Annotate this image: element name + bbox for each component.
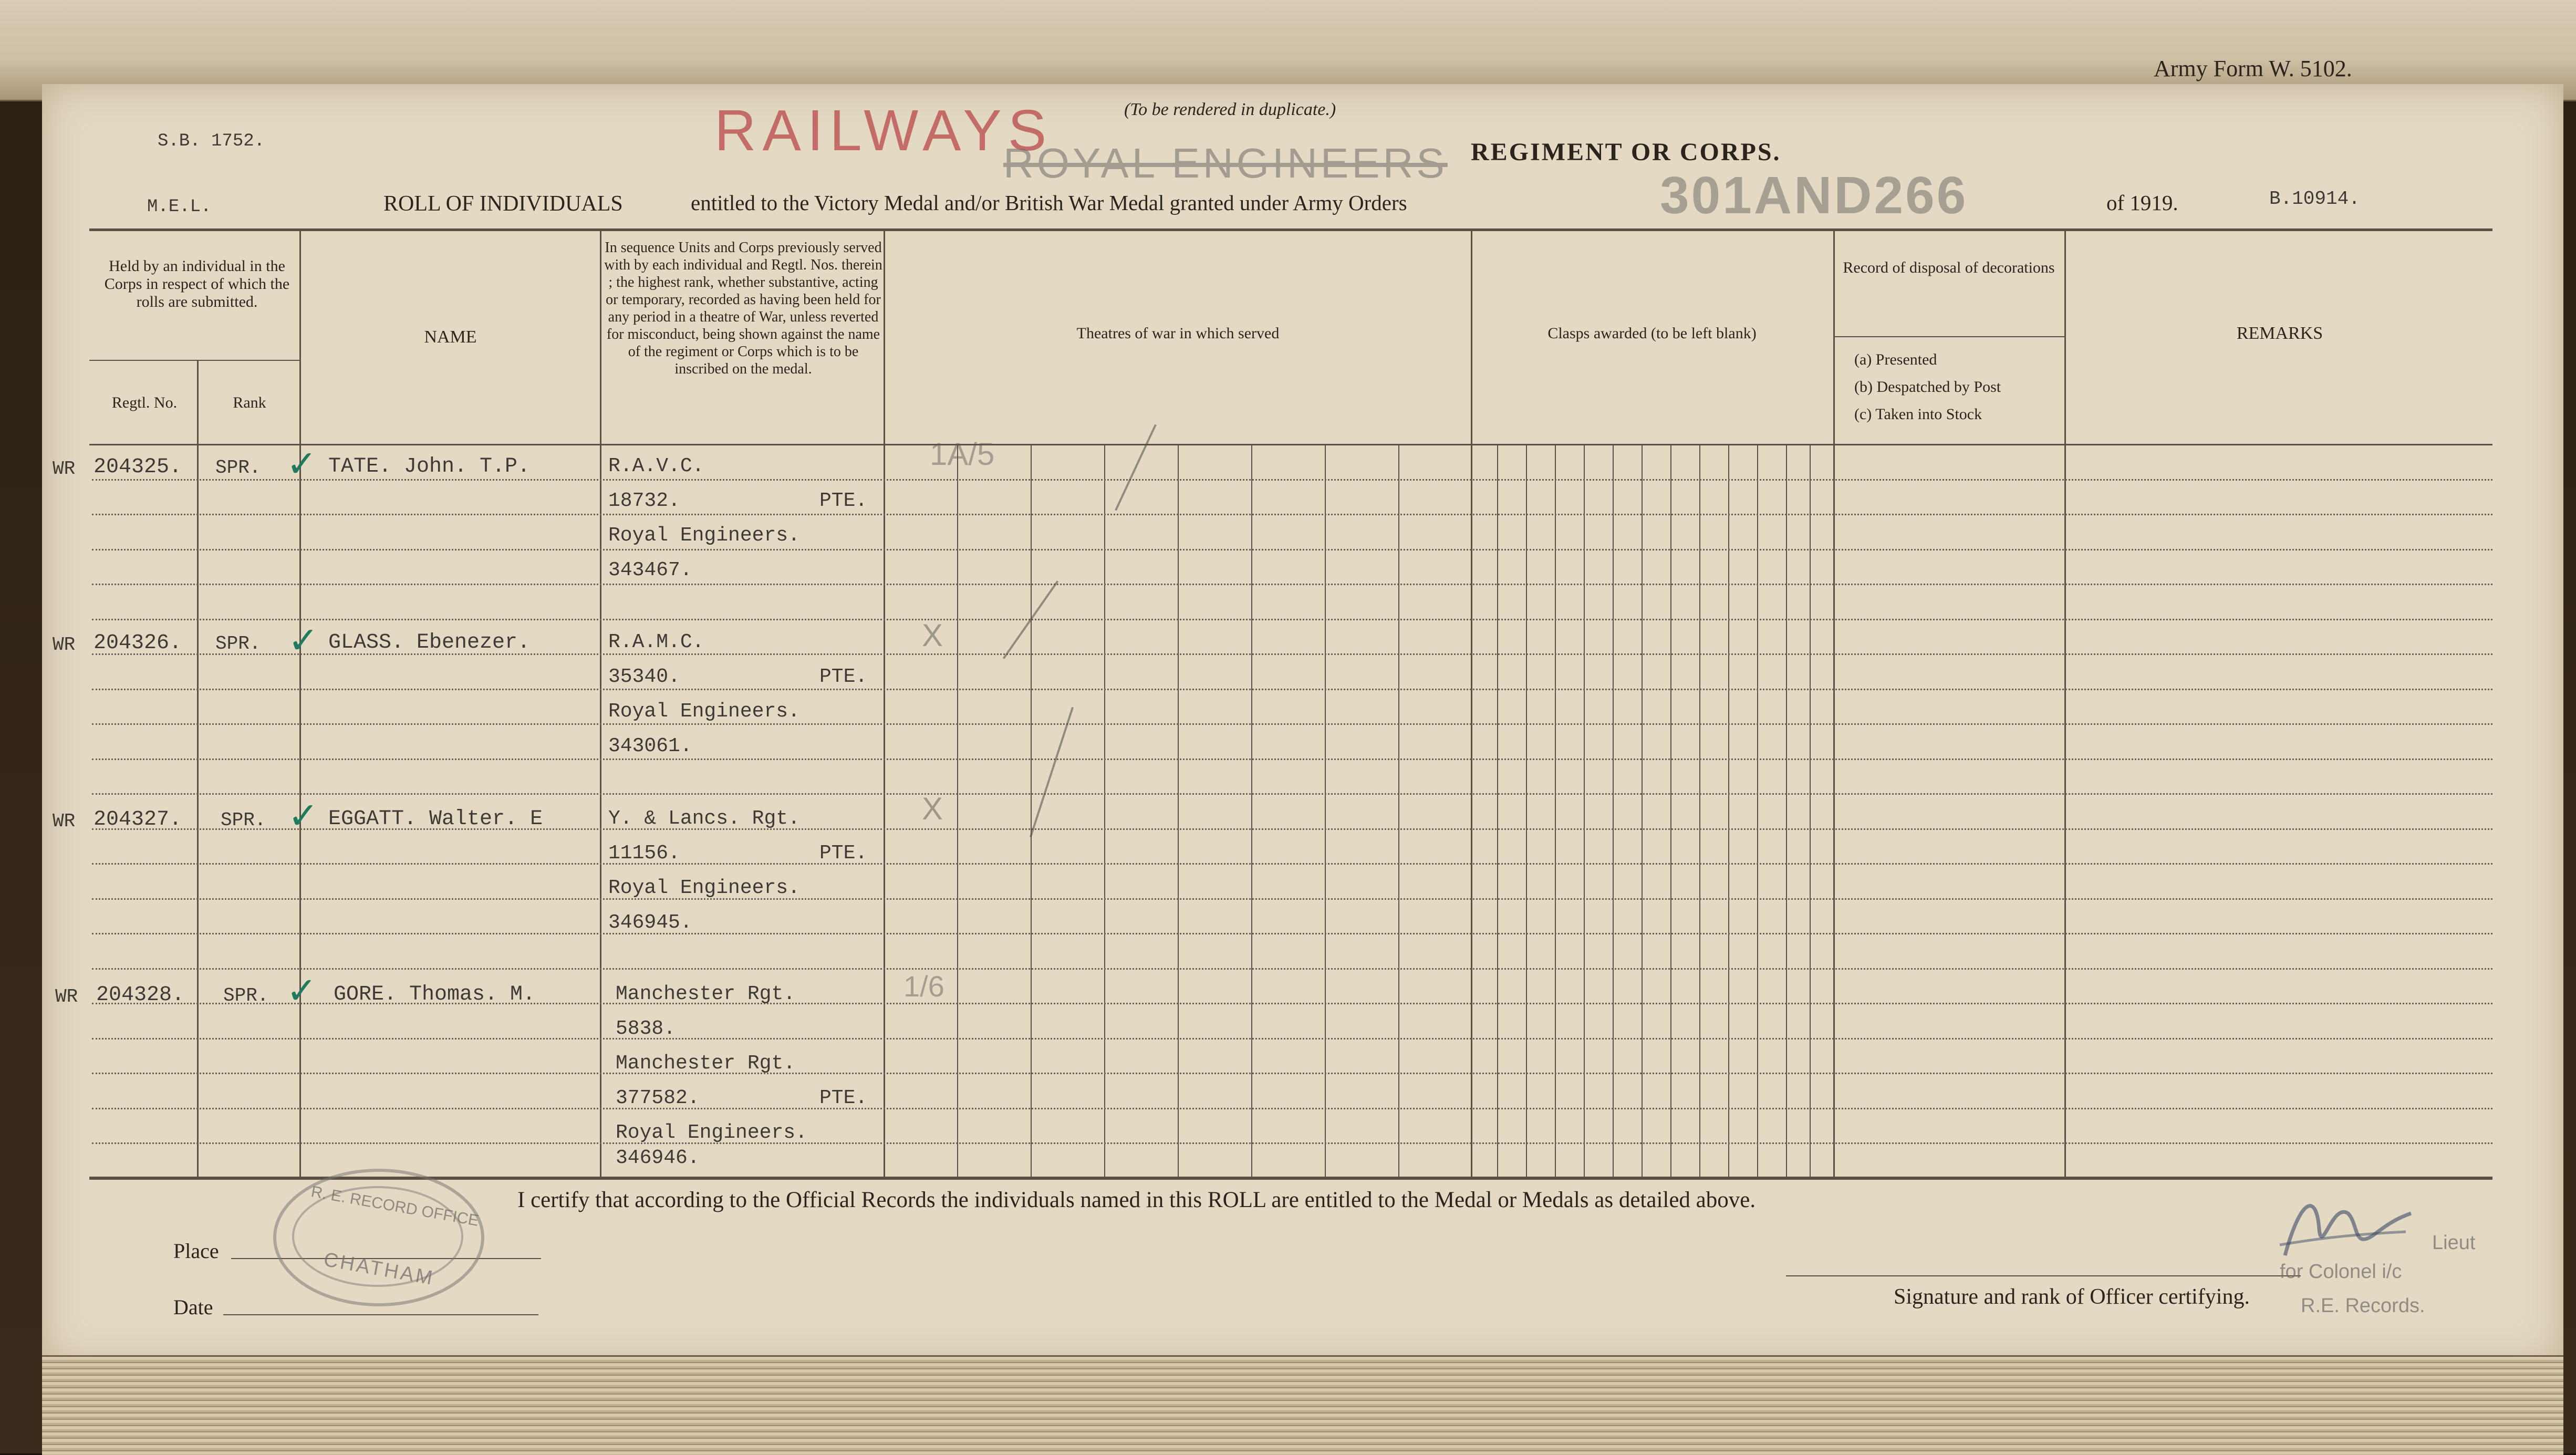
sub-column-rule [1325,444,1326,1177]
officer-rank-3: R.E. Records. [2301,1295,2425,1317]
officer-rank-2: for Colonel i/c [2280,1261,2402,1283]
header-regtl-no: Regtl. No. [111,394,178,411]
entry-unit-line: Manchester Rgt. [616,983,796,1005]
entry-name: GORE. Thomas. M. [334,983,536,1006]
header-rank: Rank [233,394,266,411]
page-stack-edges [42,1355,2563,1455]
entry-unit-rank: PTE. [819,1087,868,1109]
row-rule [92,758,2492,760]
certification-text: I certify that according to the Official Records the individuals named in this ROLL are entitled to the Medal or Medals as detailed above. [517,1188,1756,1212]
roll-title-rest: entitled to the Victory Medal and/or British War Medal granted under Army Orders [691,191,1407,215]
row-rule [92,619,2492,620]
check-mark: ✓ [286,970,317,1011]
entry-prefix: WR [53,458,76,480]
signature-label: Signature and rank of Officer certifying. [1894,1285,2250,1309]
row-rule [92,479,2492,481]
entry-unit-line: 343061. [608,735,692,757]
date-label: Date [173,1295,213,1319]
entry-unit-rank: PTE. [819,842,868,865]
header-clasps: Clasps awarded (to be left blank) [1547,325,1757,342]
theatre-pencil-mark: 1/6 [903,970,944,1003]
header-units: In sequence Units and Corps previously served with by each individual and Regtl. Nos. therein ; the highest rank, whether substantive, acting or temporary, recorded as having been held for any period in a theatre of War, unless reverted for misconduct, being shown against the name of the regiment or Corps which is to be inscribed on the medal. [604,240,882,377]
theatre-pencil-mark: 1A/5 [930,436,995,472]
entry-prefix: WR [53,634,76,656]
sub-column-rule [1497,444,1498,1177]
row-rule [92,1142,2492,1144]
check-mark: ✓ [288,620,319,661]
entry-prefix: WR [55,986,78,1007]
header-remarks: REMARKS [2236,324,2323,343]
theatre-pencil-mark: X [922,791,943,826]
roll-year: of 1919. [2106,191,2178,215]
entry-rank: SPR. [223,985,269,1006]
army-order-date-stamp: 301AND266 [1660,166,1968,225]
sub-column-rule [1670,444,1671,1177]
entry-unit-line: Royal Engineers. [616,1121,807,1144]
officer-rank-1: Lieut [2432,1232,2476,1254]
entry-unit-line: 377582. [616,1087,700,1109]
roll-reference: B.10914. [2269,188,2360,210]
col-rule-disposal [1833,228,1835,1177]
entry-unit-line: Royal Engineers. [608,877,800,899]
entry-unit-line: R.A.M.C. [608,631,704,653]
entry-regtl-no: 204325. [94,455,182,479]
row-rule [92,584,2492,585]
entry-unit-line: Y. & Lancs. Rgt. [608,807,800,830]
header-disposal-b: (b) Despatched by Post [1854,378,2001,396]
ledger-page [42,84,2563,1366]
row-rule [92,793,2492,795]
sub-column-rule [1526,444,1527,1177]
header-disposal-a: (a) Presented [1854,351,1937,368]
col-rule-clasps [1471,228,1472,1177]
entry-prefix: WR [53,810,76,832]
row-rule [92,863,2492,865]
check-mark: ✓ [286,443,317,484]
sub-column-rule [1178,444,1179,1177]
disposal-divider [1833,336,2064,337]
entry-unit-line: 18732. [608,490,680,512]
railways-stamp: RAILWAYS [714,98,1053,163]
form-number: Army Form W. 5102. [2154,56,2352,81]
entry-unit-line: 11156. [608,842,680,865]
sub-column-rule [1251,444,1252,1177]
struck-unit-name: ROYAL ENGINEERS [1003,140,1448,186]
entry-unit-line: 5838. [616,1017,676,1040]
header-bottom-rule [89,444,2492,445]
entry-unit-line: Royal Engineers. [608,524,800,547]
entry-unit-rank: PTE. [819,490,868,512]
header-held-by: Held by an individual in the Corps in respect of which the rolls are submitted. [104,257,290,310]
entry-rank: SPR. [215,457,261,479]
sub-column-rule [1642,444,1643,1177]
signature-line [1786,1275,2301,1276]
regiment-or-corps-label: REGIMENT OR CORPS. [1471,138,1781,166]
col-rule-name [299,228,301,1177]
sub-column-rule [957,444,958,1177]
entry-rank: SPR. [215,633,261,654]
col-rule-units [600,228,601,1177]
row-rule [92,968,2492,970]
sub-column-rule [1810,444,1811,1177]
sub-column-rule [1104,444,1105,1177]
table-bottom-rule [89,1177,2492,1180]
sub-column-rule [1786,444,1787,1177]
sb-reference: S.B. 1752. [158,131,265,151]
sub-column-rule [1699,444,1700,1177]
entry-unit-line: R.A.V.C. [608,455,704,477]
entry-name: EGGATT. Walter. E [328,807,543,831]
roll-title-lead: ROLL OF INDIVIDUALS [383,192,623,216]
row-rule [92,723,2492,725]
sub-column-rule [1757,444,1758,1177]
entry-unit-line: 346945. [608,911,692,934]
entry-regtl-no: 204326. [94,631,182,655]
mel-reference: M.E.L. [147,197,212,217]
date-line [223,1314,538,1315]
officer-signature [2269,1182,2416,1271]
row-rule [92,1073,2492,1074]
header-theatres: Theatres of war in which served [1076,325,1280,342]
theatre-pencil-mark: X [922,618,943,653]
col-rule-theatres [884,228,885,1177]
header-name: NAME [424,327,477,347]
heldby-divider [89,360,299,361]
place-label: Place [173,1239,219,1263]
row-rule [92,898,2492,900]
duplicate-instruction: (To be rendered in duplicate.) [1124,100,1336,119]
row-rule [92,689,2492,690]
row-rule [92,549,2492,550]
entry-regtl-no: 204327. [94,808,182,832]
check-mark: ✓ [288,795,319,836]
col-rule-remarks [2064,228,2066,1177]
entry-name: GLASS. Ebenezer. [328,631,531,654]
entry-unit-line: 35340. [608,666,680,688]
col-rule-rank [197,360,199,1177]
entry-unit-line: Manchester Rgt. [616,1052,796,1075]
entry-unit-rank: PTE. [819,666,868,688]
sub-column-rule [1728,444,1729,1177]
stamp-bottom-text: CHATHAM [322,1248,437,1290]
entry-regtl-no: 204328. [96,983,185,1007]
table-top-rule [89,228,2492,231]
sub-column-rule [1584,444,1585,1177]
row-rule [92,1038,2492,1040]
row-rule [92,933,2492,934]
entry-unit-line: 343467. [608,559,692,581]
entry-name: TATE. John. T.P. [328,455,531,479]
row-rule [92,1108,2492,1109]
entry-rank: SPR. [221,809,266,831]
header-disposal-c: (c) Taken into Stock [1854,406,1982,423]
entry-unit-line: Royal Engineers. [608,700,800,723]
sub-column-rule [1031,444,1032,1177]
row-rule [92,514,2492,515]
sub-column-rule [1613,444,1614,1177]
entry-unit-line: 346946. [616,1147,700,1169]
sub-column-rule [1398,444,1399,1177]
header-disposal-title: Record of disposal of decorations [1843,259,2055,276]
stamp-top-text: R. E. RECORD OFFICE [309,1183,480,1230]
sub-column-rule [1555,444,1556,1177]
